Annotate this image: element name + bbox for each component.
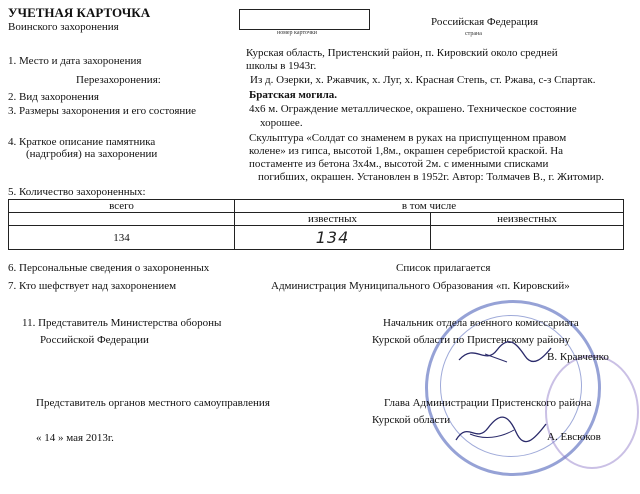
known-header: известных: [235, 213, 431, 226]
card-number-box: [239, 9, 370, 30]
size-value-line1: 4х6 м. Ограждение металлическое, окрашено. Техническое состояние: [249, 103, 577, 115]
place-value-line1: Курская область, Пристенский район, п. Кировский около средней: [246, 47, 558, 59]
monument-value-line4: погибших, окрашен. Установлен в 1952г. Автор: Толмачев В., г. Житомир.: [258, 171, 604, 183]
unknown-header: неизвестных: [431, 213, 624, 226]
signing-date: « 14 » мая 2013г.: [36, 432, 114, 444]
burial-count-table: [8, 199, 624, 250]
country-value: Российская Федерация: [431, 16, 539, 28]
secondary-seal-stamp: [545, 355, 639, 469]
monument-value-line3: постаменте из бетона 3х4м., высотой 2м. с именными списками: [249, 158, 549, 170]
size-value-line2: хорошее.: [260, 117, 303, 129]
size-label: 3. Размеры захоронения и его состояние: [8, 105, 197, 117]
known-value-handwritten: 134: [315, 228, 350, 247]
total-value: 134: [9, 226, 235, 250]
local-official-title-line1: Глава Администрации Пристенского района: [384, 397, 592, 409]
local-official-name: А. Евсюков: [547, 431, 601, 443]
card-number-label: номер карточки: [277, 30, 317, 36]
monument-value-line1: Скульптура «Солдат со знаменем в руках на приспущенном правом: [249, 132, 567, 144]
monument-value-line2: колене» из гипса, высотой 1,8м., окрашен серебристой краской. На: [249, 145, 564, 157]
country-label: страна: [465, 31, 482, 37]
card-title: УЧЕТНАЯ КАРТОЧКА: [8, 5, 151, 20]
patron-label: 7. Кто шефствует над захоронением: [8, 280, 177, 292]
patron-value: Администрация Муниципального Образования «п. Кировский»: [271, 280, 570, 292]
signature-evsyukov: [450, 410, 550, 450]
including-header: в том числе: [235, 200, 624, 213]
mod-official-title-line2: Курской области по Пристенскому району: [372, 334, 571, 346]
place-label: 1. Место и дата захоронения: [8, 55, 142, 67]
mod-official-title-line1: Начальник отдела военного комиссариата: [383, 317, 579, 329]
reburial-value: Из д. Озерки, х. Ржавчик, х. Луг, х. Красная Степь, ст. Ржава, с-з Спартак.: [250, 74, 596, 86]
count-label: 5. Количество захороненных:: [8, 186, 146, 198]
reburial-label: Перезахоронения:: [76, 74, 161, 86]
personal-value: Список прилагается: [396, 262, 491, 274]
local-rep-label: Представитель органов местного самоуправления: [36, 397, 270, 409]
monument-label-line1: 4. Краткое описание памятника: [8, 136, 156, 148]
personal-label: 6. Персональные сведения о захороненных: [8, 262, 210, 274]
type-value: Братская могила.: [249, 89, 337, 101]
signature-kravchenko: [455, 338, 555, 368]
total-header: всего: [9, 200, 235, 213]
type-label: 2. Вид захоронения: [8, 91, 99, 103]
card-subtitle: Воинского захоронения: [8, 21, 119, 33]
unknown-value: [431, 226, 624, 250]
mod-official-name: В. Кравченко: [547, 351, 609, 363]
place-value-line2: школы в 1943г.: [246, 60, 317, 72]
local-official-title-line2: Курской области: [372, 414, 451, 426]
monument-label-line2: (надгробия) на захоронении: [26, 148, 158, 160]
mod-rep-label-line2: Российской Федерации: [40, 334, 149, 346]
total-header-spacer: [9, 213, 235, 226]
mod-rep-label-line1: 11. Представитель Министерства обороны: [22, 317, 222, 329]
